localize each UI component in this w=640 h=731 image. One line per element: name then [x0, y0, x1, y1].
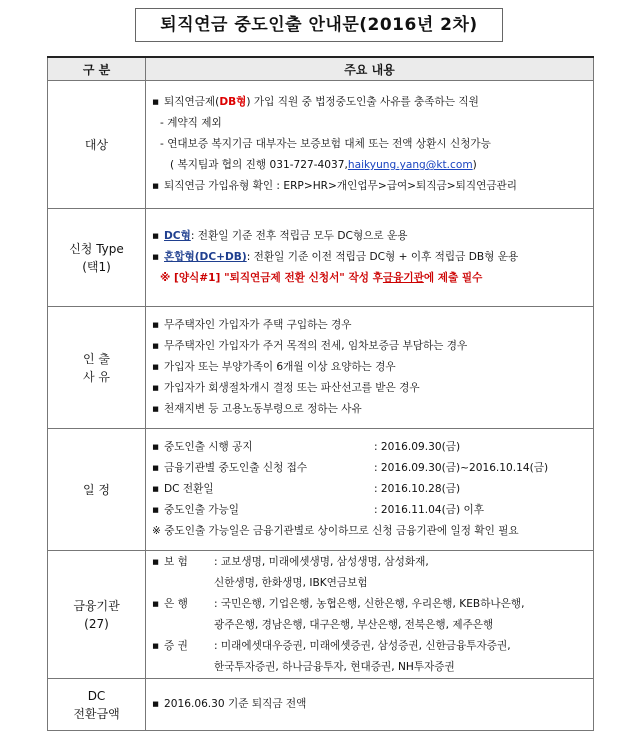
institution-continuation: 신한생명, 한화생명, IBK연금보험	[214, 576, 368, 589]
list-item: ▪ 무주택자인 가입자가 주거 목적의 전세, 임차보증금 부담하는 경우	[152, 336, 593, 357]
bullet-icon: ▪	[152, 483, 160, 495]
list-item: ▪ 천재지변 등 고용노동부령으로 정하는 사유	[152, 399, 593, 420]
notice-table	[47, 56, 594, 731]
sub-item: - 계약직 제외	[160, 117, 222, 129]
content-financial-institutions	[146, 551, 594, 679]
bullet-icon: ▪	[152, 251, 160, 263]
bullet-icon: ▪	[152, 96, 160, 108]
bullet-icon: ▪	[152, 462, 160, 474]
list-item: ▪ 혼합형(DC+DB) : 전환일 기준 이전 적립금 DC형 + 이후 적립금 DB형 운용	[152, 247, 593, 268]
bullet-icon: ▪	[152, 180, 160, 192]
schedule-item: ▪ 금융기관별 중도인출 신청 접수 : 2016.09.30(금)~2016.10.14(금)	[152, 458, 593, 479]
schedule-item: ▪ 중도인출 시행 공지 : 2016.09.30(금)	[152, 437, 593, 458]
bullet-icon: ▪	[152, 230, 160, 242]
row-apply-type	[48, 209, 594, 307]
bullet-icon: ▪	[152, 555, 160, 568]
header-category: 구 분	[48, 57, 146, 81]
list-item: ▪ 가입자 또는 부양가족이 6개월 이상 요양하는 경우	[152, 357, 593, 378]
row-dc-amount	[48, 679, 594, 731]
schedule-item: ▪ DC 전환일 : 2016.10.28(금)	[152, 479, 593, 500]
row-schedule	[48, 429, 594, 551]
label-target: 대상	[48, 81, 146, 209]
bullet-icon: ▪	[152, 441, 160, 453]
bullet-icon: ▪	[152, 504, 160, 516]
bullet-icon: ▪	[152, 319, 160, 331]
bullet-icon: ▪	[152, 597, 160, 610]
institution-item: ▪ 은 행 : 국민은행, 기업은행, 농협은행, 신한은행, 우리은행, KEB하나은행,	[152, 594, 593, 615]
list-item: ▪ 가입자가 회생절차개시 결정 또는 파산선고를 받은 경우	[152, 378, 593, 399]
bullet-icon: ▪	[152, 361, 160, 373]
page-title: 퇴직연금 중도인출 안내문(2016년 2차)	[135, 8, 503, 42]
label-withdraw-reason: 인 출 사 유	[48, 307, 146, 429]
row-target	[48, 81, 594, 209]
contact-line: ( 복지팀과 협의 진행 031-727-4037, haikyung.yang@kt.com )	[152, 155, 593, 176]
header-row	[48, 57, 594, 81]
row-financial-institutions	[48, 551, 594, 679]
db-type-highlight: DB형	[219, 96, 247, 108]
sub-item: - 연대보증 복지기금 대부자는 보증보험 대체 또는 전액 상환시 신청가능	[160, 138, 491, 150]
header-content: 주요 내용	[146, 57, 594, 81]
schedule-note: ※ 중도인출 가능일은 금융기관별로 상이하므로 신청 금융기관에 일정 확인 필요	[152, 525, 519, 537]
list-item: ▪ 무주택자인 가입자가 주택 구입하는 경우	[152, 315, 593, 336]
institution-item: ▪ 증 권 : 미래에셋대우증권, 미래에셋증권, 삼성증권, 신한금융투자증권,	[152, 636, 593, 657]
label-dc-amount: DC 전환금액	[48, 679, 146, 731]
bullet-icon: ▪	[152, 382, 160, 394]
bullet-icon: ▪	[152, 403, 160, 415]
mixed-type-name: 혼합형(DC+DB)	[164, 251, 247, 263]
label-schedule: 일 정	[48, 429, 146, 551]
institution-item: ▪ 보 험 : 교보생명, 미래에셋생명, 삼성생명, 삼성화재,	[152, 552, 593, 573]
email-link[interactable]: haikyung.yang@kt.com	[347, 159, 473, 171]
institution-continuation: 한국투자증권, 하나금융투자, 현대증권, NH투자증권	[214, 660, 455, 673]
list-item: ▪ 퇴직연금 가입유형 확인 : ERP>HR>개인업무>급여>퇴직금>퇴직연금관리	[152, 176, 593, 197]
list-item: ▪ 퇴직연금제( DB형 ) 가입 직원 중 법정중도인출 사유를 충족하는 직원	[152, 92, 593, 113]
bullet-icon: ▪	[152, 698, 160, 710]
list-item: ▪ 2016.06.30 기준 퇴직금 전액	[152, 694, 593, 715]
label-financial-institutions: 금융기관 (27)	[48, 551, 146, 679]
list-item: ▪ DC형 : 전환일 기준 전후 적립금 모두 DC형으로 운용	[152, 226, 593, 247]
label-apply-type: 신청 Type (택1)	[48, 209, 146, 307]
content-dc-amount	[146, 679, 594, 731]
content-withdraw-reason	[146, 307, 594, 429]
content-apply-type	[146, 209, 594, 307]
content-target	[146, 81, 594, 209]
bullet-icon: ▪	[152, 340, 160, 352]
submission-note: ※ [양식#1] "퇴직연금제 전환 신청서" 작성 후 금융기관 에 제출 필수	[160, 272, 483, 284]
bullet-icon: ▪	[152, 639, 160, 652]
content-schedule	[146, 429, 594, 551]
schedule-item: ▪ 중도인출 가능일 : 2016.11.04(금) 이후	[152, 500, 593, 521]
dc-type-name: DC형	[164, 230, 191, 242]
institution-continuation: 광주은행, 경남은행, 대구은행, 부산은행, 전북은행, 제주은행	[214, 618, 494, 631]
row-withdraw-reason	[48, 307, 594, 429]
